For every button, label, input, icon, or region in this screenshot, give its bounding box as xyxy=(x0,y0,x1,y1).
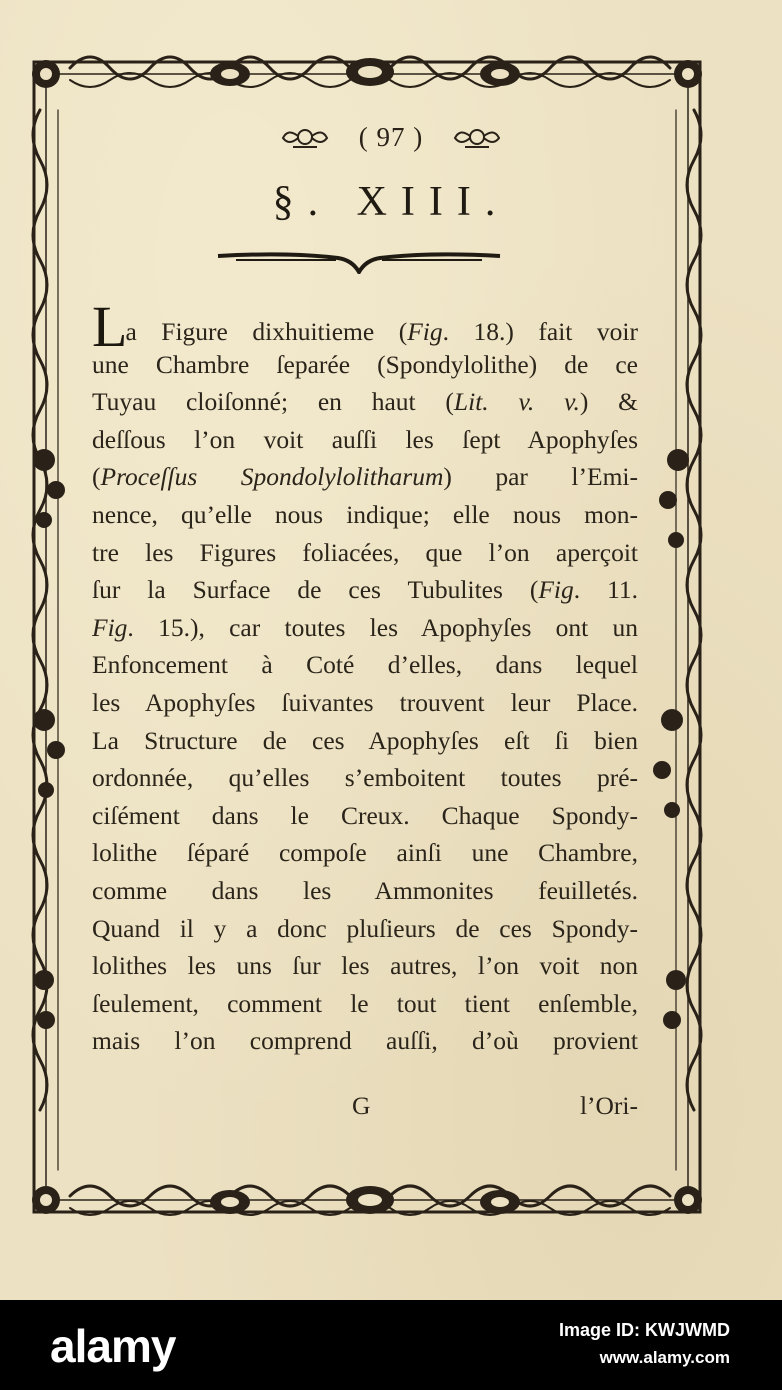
text-line xyxy=(92,684,638,722)
text-line xyxy=(92,947,638,985)
text-line xyxy=(92,910,638,948)
text-segment: ordonnée, qu’elles s’emboitent toutes pré- xyxy=(92,763,638,793)
catchline xyxy=(92,1091,638,1127)
text-segment: nence, qu’elle nous indique; elle nous mon- xyxy=(92,499,638,529)
text-segment: ( xyxy=(92,462,101,492)
text-segment: ſur la Surface de ces Tubulites ( xyxy=(92,575,539,605)
section-heading: §. XIII. xyxy=(272,179,510,225)
text-line xyxy=(92,458,638,496)
text-line xyxy=(92,1022,638,1060)
text-line xyxy=(92,834,638,872)
cherub-ornament-icon xyxy=(453,123,501,153)
text-line xyxy=(92,985,638,1023)
text-segment: Tuyau cloiſonné; en haut ( xyxy=(92,387,454,417)
text-line xyxy=(92,571,638,609)
text-segment: une Chambre ſeparée (Spondylolithe) de ce xyxy=(92,349,638,379)
text-line xyxy=(92,534,638,572)
text-segment: Quand il y a donc pluſieurs de ces Spondy- xyxy=(92,913,638,943)
text-segment: Fig xyxy=(407,317,443,346)
text-segment: Lit. v. v. xyxy=(453,387,580,417)
text-segment: comme dans les Ammonites feuilletés. xyxy=(92,875,638,905)
text-segment: mais l’on comprend auſſi, d’où provient xyxy=(92,1026,638,1056)
text-segment: . 15.), car toutes les Apophyſes ont un xyxy=(127,612,638,642)
text-segment: Fig xyxy=(92,612,128,642)
text-line xyxy=(92,722,638,760)
text-line xyxy=(92,421,638,459)
image-id: Image ID: KWJWMD xyxy=(559,1320,730,1340)
text-segment: Proceſſus Spondolylolitharum xyxy=(100,462,444,492)
text-segment: La Structure de ces Apophyſes eſt ſi bien xyxy=(92,725,638,755)
text-segment: . 18.) fait voir xyxy=(442,317,638,346)
drop-cap: L xyxy=(92,294,128,359)
text-segment: Enfoncement à Coté d’elles, dans lequel xyxy=(92,650,638,680)
text-segment: ſeulement, comment le tout tient enſemble, xyxy=(92,988,638,1018)
text-segment: tre les Figures foliacées, que l’on aperçoit xyxy=(92,537,638,567)
text-segment: ) & xyxy=(579,387,639,417)
text-line xyxy=(92,872,638,910)
text-segment: . 11. xyxy=(573,575,638,605)
text-segment: ) par l’Emi- xyxy=(443,462,638,492)
body-text xyxy=(92,294,639,1060)
cherub-ornament-icon xyxy=(281,123,329,153)
text-line xyxy=(92,797,638,835)
text-line xyxy=(92,609,638,647)
catchword: l’Ori- xyxy=(579,1091,638,1120)
text-segment: ciſément dans le Creux. Chaque Spondy- xyxy=(92,800,638,830)
watermark-footer xyxy=(0,1300,782,1390)
page-header xyxy=(0,120,782,164)
text-segment: les Apophyſes ſuivantes trouvent leur Place. xyxy=(92,687,638,717)
text-line xyxy=(92,346,638,384)
ornamental-rule-icon xyxy=(216,246,502,274)
text-segment: Fig xyxy=(538,575,574,605)
text-line xyxy=(92,646,638,684)
site-url: www.alamy.com xyxy=(599,1348,730,1367)
text-line xyxy=(92,759,638,797)
brand-logo: alamy xyxy=(50,1320,176,1372)
text-line xyxy=(92,383,638,421)
text-line xyxy=(92,496,638,534)
text-line xyxy=(92,294,638,359)
text-segment: lolithe ſéparé compoſe ainſi une Chambre, xyxy=(92,838,638,868)
signature-mark: G xyxy=(352,1091,371,1120)
text-segment: deſſous l’on voit auſſi les ſept Apophyſes xyxy=(92,424,638,454)
page-number: ( 97 ) xyxy=(358,122,424,153)
text-segment: lolithes les uns ſur les autres, l’on voit non xyxy=(92,951,638,981)
text-segment: a Figure dixhuitieme ( xyxy=(125,317,408,346)
